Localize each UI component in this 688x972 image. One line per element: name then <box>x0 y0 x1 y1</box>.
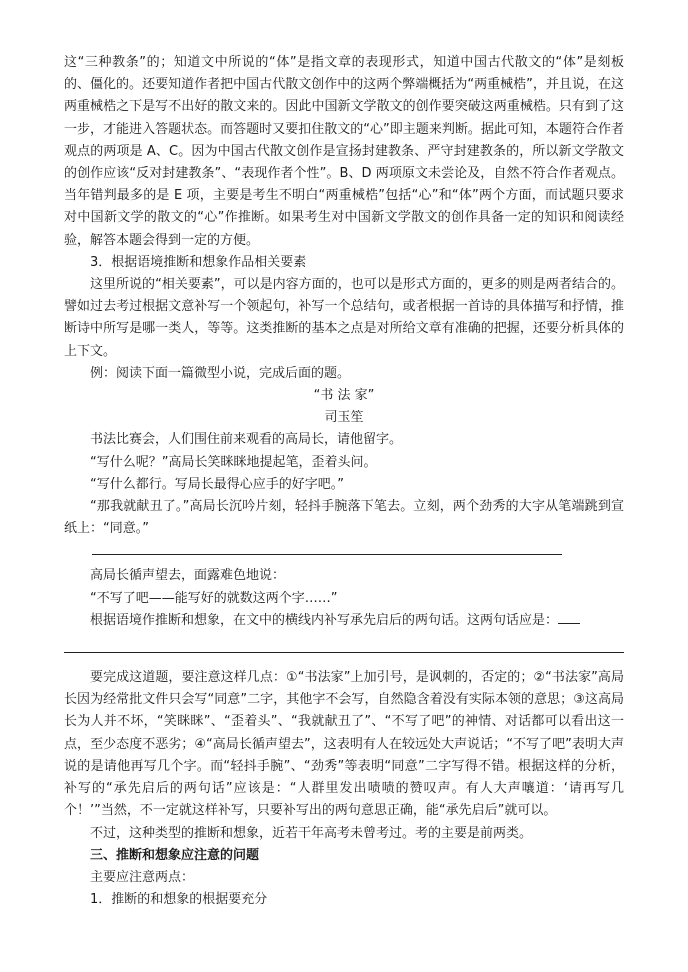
paragraph-note: 不过，这种类型的推断和想象，近若干年高考未曾考过。考的主要是前两类。 <box>90 825 533 841</box>
paragraph-analysis-continued: 这“三种教条”的；知道文中所说的“体”是指文章的表现形式，知道中国古代散文的“体”是刻板的、僵化的。还要知道作者把中国古代散文创作中的这两个弊端概括为“两重械梏”，并且说，在这两重械梏之下是写不出好的散文来的。因此中国新文学散文的创作要突破这两重械梏。只有到了这一步，才能进入答题状态。而答题时又要扣住散文的“心”即主题来判断。据此可知，本题符合作者观点的两项是 A、C。因为中国古代散文创作是宣扬封建教条、严守封建教条的，所以新文学散文的创作应该“反对封建教条”、“表现作者个性”。B、D 两项原文未尝论及，自然不符合作者观点。当年错判最多的是 E 项，主要是考生不明白“两重械梏”包括“心”和“体”两个方面，而试题只要求对中国新文学的散文的“心”作推断。如果考生对中国新文学散文的创作具备一定的知识和阅读经验，解答本题会得到一定的方便。 <box>64 55 624 248</box>
fill-in-line <box>92 554 562 555</box>
story-paragraph-2: “写什么呢？”高局长笑眯眯地提起笔，歪着头问。 <box>90 454 377 470</box>
story-paragraph-5: 高局长循声望去，面露难色地说： <box>90 568 286 584</box>
answer-blank <box>558 611 580 624</box>
paragraph-two-points: 主要应注意两点： <box>90 869 195 885</box>
story-paragraph-3: “写什么都行。写局长最得心应手的好字吧。” <box>90 476 344 492</box>
story-title: “书 法 家” <box>313 388 375 404</box>
question-prompt <box>64 610 624 632</box>
list-item-1: 1．推断的和想象的根据要充分 <box>90 892 268 908</box>
story-paragraph-4: “那我就献丑了。”高局长沉吟片刻，轻抖手腕落下笔去。立刻，两个劲秀的大字从笔端跳到宣纸上：“同意。” <box>64 499 624 537</box>
document-page <box>64 52 624 911</box>
paragraph-example-intro: 例：阅读下面一篇微型小说，完成后面的题。 <box>90 365 351 381</box>
question-text: 根据语境作推断和想象，在文中的横线内补写承先启后的两句话。这两句话应是： <box>90 612 559 628</box>
paragraph-answer-analysis: 要完成这道题，要注意这样几点：①“书法家”上加引号，是讽刺的，否定的；②“书法家”高局长因为经常批文件只会写“同意”二字，其他字不会写，自然隐含着没有实际本领的意思；③这高局长为人并不坏，“笑眯眯”、“歪着头”、“我就献丑了”、“不写了吧”的神情、对话都可以看出这一点，至少态度不恶劣；④“高局长循声望去”，这表明有人在较远处大声说话；“不写了吧”表明大声说的是请他再写几个字。而“轻抖手腕”、“劲秀”等表明“同意”二字写得不错。根据这样的分析，补写的“承先启后的两句话”应该是：“人群里发出啧啧的赞叹声。有人大声嚷道：‘请再写几个！’”当然，不一定就这样补写，只要补写出的两句意思正确，能“承先启后”就可以。 <box>64 670 624 819</box>
story-author: 司玉笙 <box>324 410 364 426</box>
story-paragraph-6: “不写了吧——能写好的就数这两个字……” <box>90 590 338 606</box>
answer-line <box>64 652 624 653</box>
story-paragraph-1: 书法比赛会，人们围住前来观看的高局长，请他留字。 <box>90 432 403 448</box>
paragraph-related-elements: 这里所说的“相关要素”，可以是内容方面的，也可以是形式方面的，更多的则是两者结合的。譬如过去考过根据文意补写一个领起句，补写一个总结句，或者根据一首诗的具体描写和抒情，推断诗中所写是哪一类人，等等。这类推断的基本之点是对所给文章有准确的把握，还要分析具体的上下文。 <box>64 277 624 359</box>
section-heading-three: 三、推断和想象应注意的问题 <box>90 847 260 863</box>
section-heading-3: 3．根据语境推断和想象作品相关要素 <box>90 254 307 270</box>
